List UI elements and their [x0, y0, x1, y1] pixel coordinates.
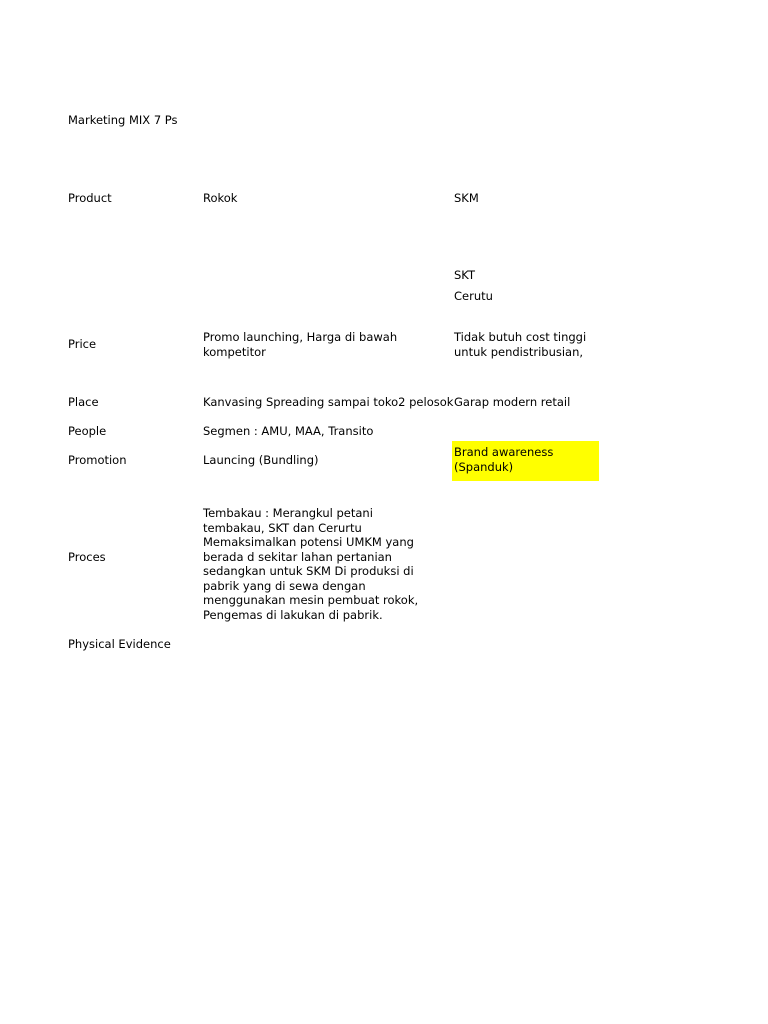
- row-label-promotion: Promotion: [68, 453, 127, 467]
- product-value: Rokok: [203, 191, 238, 205]
- place-note: Garap modern retail: [454, 395, 571, 409]
- people-value: Segmen : AMU, MAA, Transito: [203, 424, 374, 438]
- product-type-skm: SKM: [454, 191, 479, 205]
- product-type-cerutu: Cerutu: [454, 289, 493, 303]
- row-label-price: Price: [68, 337, 97, 351]
- row-label-proces: Proces: [68, 550, 106, 564]
- proces-value: Tembakau : Merangkul petani tembakau, SKT dan Cerurtu Memaksimalkan potensi UMKM yang berada d sekitar lahan pertanian sedangkan untuk SKM Di produksi di pabrik yang di sewa dengan menggunakan mesin pembuat rokok, Pengemas di lakukan di pabrik.: [203, 506, 419, 622]
- price-value: Promo launching, Harga di bawah kompetitor: [203, 330, 398, 359]
- place-value: Kanvasing Spreading sampai toko2 pelosok: [203, 395, 454, 409]
- row-label-place: Place: [68, 395, 99, 409]
- product-type-skt: SKT: [454, 268, 475, 282]
- promotion-value: Launcing (Bundling): [203, 453, 319, 467]
- price-note: Tidak butuh cost tinggi untuk pendistribusian,: [454, 330, 587, 359]
- sheet-title: Marketing MIX 7 Ps: [68, 113, 178, 127]
- row-label-physical-evidence: Physical Evidence: [68, 637, 171, 651]
- row-label-people: People: [68, 424, 107, 438]
- row-label-product: Product: [68, 191, 112, 205]
- promotion-note-highlighted: Brand awareness (Spanduk): [452, 441, 599, 481]
